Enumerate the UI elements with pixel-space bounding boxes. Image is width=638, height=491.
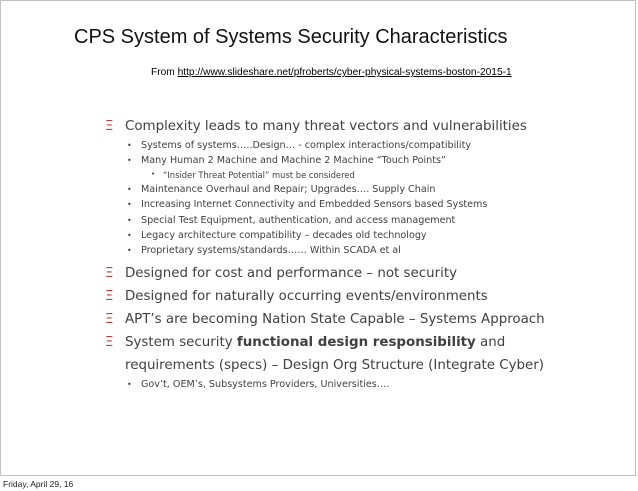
sub-bullet-text: Proprietary systems/standards…… Within SCADA et al [141,245,401,257]
sub-bullet-item [105,197,625,212]
bullet-dot-icon: • [127,246,132,256]
bullet-item-continuation [105,354,625,377]
bullet-item-apt [105,308,625,331]
bullet-marker-icon: Ξ [105,334,114,350]
bullet-text-line2: requirements (specs) – Design Org Structure (Integrate Cyber) [125,357,545,373]
sub-bullet-item [105,377,625,392]
bullet-dot-icon: • [127,379,132,389]
sub-bullet-text: Legacy architecture compatibility – decades old technology [141,230,427,242]
bullet-dot-icon: • [127,184,132,194]
sub-bullet-text: Systems of systems…..Design… - complex interactions/compatibility [141,140,472,151]
sub-sub-bullet-text: “Insider Threat Potential” must be considered [163,169,355,180]
source-citation [151,67,512,78]
bullet-marker-icon: Ξ [105,119,114,134]
sub-bullet-item [105,213,625,228]
sub-bullet-text: Many Human 2 Machine and Machine 2 Machine “Touch Points” [141,155,446,167]
footer-date: Friday, April 29, 16 [3,479,74,489]
sub-bullet-item [105,243,625,258]
bullet-text: Designed for naturally occurring events/environments [125,288,488,304]
bullet-marker-icon: Ξ [105,265,114,281]
bullet-text: APT’s are becoming Nation State Capable – Systems Approach [125,311,545,327]
sub-sub-bullet-item [105,169,625,182]
sub-bullet-item [105,138,625,153]
bullet-item-complexity [105,115,625,138]
sub-bullet-item [105,182,625,197]
bullet-text: Complexity leads to many threat vectors and vulnerabilities [125,119,527,134]
source-link[interactable]: http://www.slideshare.net/pfroberts/cyber-physical-systems-boston-2015-1 [177,67,512,78]
source-prefix: From [151,67,178,78]
bullet-item-cost-performance [105,262,625,285]
sub-bullet-item [105,228,625,243]
bullet-marker-icon: Ξ [105,288,114,304]
bullet-item-system-security [105,331,625,354]
bullet-dot-icon: • [127,215,132,225]
bullet-dot-icon: • [127,141,132,150]
slide-title: CPS System of Systems Security Characteristics [74,26,508,48]
bullet-dot-icon: • [127,231,132,241]
bullet-dot-icon: • [127,200,132,210]
bullet-text: Designed for cost and performance – not security [125,265,457,281]
sub-bullet-text: Increasing Internet Connectivity and Embedded Sensors based Systems [141,199,488,211]
bullet-item-natural-events [105,285,625,308]
bullet-text-post: and [475,334,506,350]
bullet-dot-icon: • [151,169,156,178]
bullet-list [105,115,625,392]
sub-bullet-item [105,153,625,168]
bullet-marker-icon: Ξ [105,311,114,327]
bullet-dot-icon: • [127,156,132,166]
bullet-text-pre: System security [125,334,237,350]
sub-bullet-text: Maintenance Overhaul and Repair; Upgrades…. Supply Chain [141,183,436,195]
bullet-text-bold: functional design responsibility [236,334,476,350]
sub-bullet-text: Gov’t, OEM’s, Subsystems Providers, Universities…. [141,378,390,390]
sub-bullet-text: Special Test Equipment, authentication, and access management [141,214,456,226]
